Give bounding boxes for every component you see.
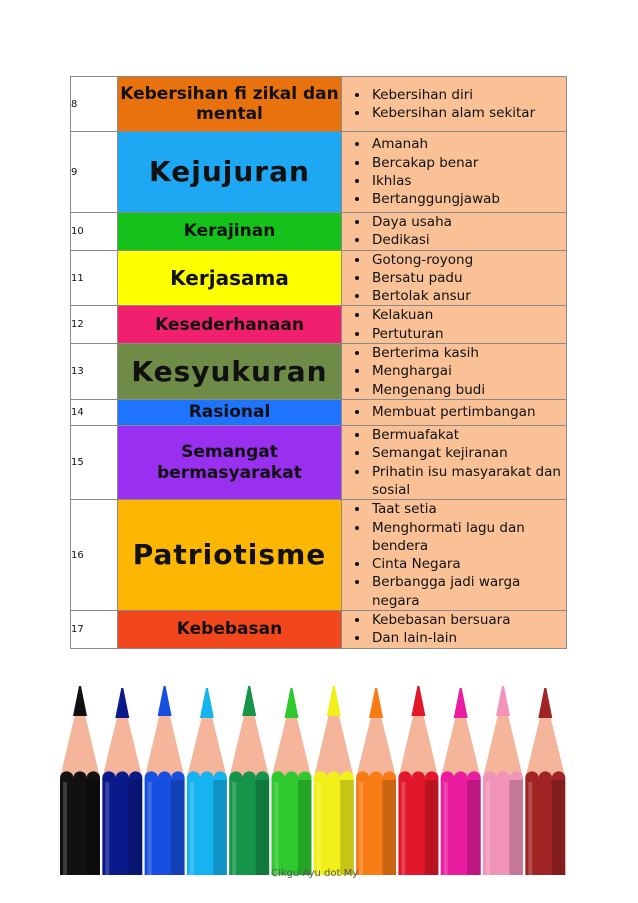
table-row xyxy=(71,213,567,251)
value-details xyxy=(342,77,567,132)
value-name: Semangat bermasyarakat xyxy=(118,425,342,499)
list-item: • Mengenang budi xyxy=(370,381,566,399)
value-name: Kebersihan fi zikal dan mental xyxy=(118,77,342,132)
value-details xyxy=(342,250,567,306)
table-row xyxy=(71,500,567,611)
list-item: • Taat setia xyxy=(370,500,566,518)
list-item: • Dedikasi xyxy=(370,231,566,249)
table-row xyxy=(71,425,567,499)
row-number: 8 xyxy=(71,77,118,132)
row-number: 15 xyxy=(71,425,118,499)
value-name: Kesederhanaan xyxy=(118,306,342,344)
detail-list xyxy=(342,344,566,399)
list-item: • Bersatu padu xyxy=(370,269,566,287)
list-item: • Prihatin isu masyarakat dan sosial xyxy=(370,463,566,500)
values-table-body xyxy=(71,77,567,649)
table-row xyxy=(71,344,567,400)
list-item: • Gotong-royong xyxy=(370,251,566,269)
value-name: Kerjasama xyxy=(118,250,342,306)
value-details xyxy=(342,500,567,611)
row-number: 13 xyxy=(71,344,118,400)
list-item: • Daya usaha xyxy=(370,213,566,231)
value-details xyxy=(342,611,567,649)
list-item: • Membuat pertimbangan xyxy=(370,403,566,421)
pencil xyxy=(314,686,354,875)
value-name: Rasional xyxy=(118,399,342,425)
detail-list xyxy=(342,135,566,208)
value-details xyxy=(342,213,567,251)
row-number: 12 xyxy=(71,306,118,344)
colored-pencils-illustration xyxy=(60,680,580,875)
row-number: 14 xyxy=(71,399,118,425)
value-name: Kerajinan xyxy=(118,213,342,251)
row-number: 9 xyxy=(71,132,118,213)
list-item: • Berbangga jadi warga negara xyxy=(370,573,566,610)
list-item: • Amanah xyxy=(370,135,566,153)
list-item: • Bercakap benar xyxy=(370,154,566,172)
table-row xyxy=(71,611,567,649)
detail-list xyxy=(342,213,566,250)
value-name: Kejujuran xyxy=(118,132,342,213)
detail-list xyxy=(342,306,566,343)
list-item: • Menghargai xyxy=(370,362,566,380)
pencil xyxy=(483,686,523,875)
pencil xyxy=(398,686,438,875)
table-row xyxy=(71,306,567,344)
detail-list xyxy=(342,403,566,421)
value-name: Kesyukuran xyxy=(118,344,342,400)
list-item: • Bertanggungjawab xyxy=(370,190,566,208)
value-name: Kebebasan xyxy=(118,611,342,649)
row-number: 16 xyxy=(71,500,118,611)
detail-list xyxy=(342,86,566,123)
table-row xyxy=(71,399,567,425)
value-details xyxy=(342,425,567,499)
list-item: • Kebersihan diri xyxy=(370,86,566,104)
list-item: • Berterima kasih xyxy=(370,344,566,362)
detail-list xyxy=(342,500,566,610)
list-item: • Bertolak ansur xyxy=(370,287,566,305)
list-item: • Cinta Negara xyxy=(370,555,566,573)
row-number: 17 xyxy=(71,611,118,649)
detail-list xyxy=(342,251,566,306)
value-details xyxy=(342,132,567,213)
pencil xyxy=(60,686,100,875)
value-details xyxy=(342,306,567,344)
pencil xyxy=(187,688,227,875)
footer-credit: Cikgu Ayu dot My xyxy=(271,868,359,879)
list-item: • Pertuturan xyxy=(370,325,566,343)
pencil xyxy=(272,688,312,875)
values-table xyxy=(70,76,567,649)
detail-list xyxy=(342,611,566,648)
list-item: • Menghormati lagu dan bendera xyxy=(370,519,566,556)
table-row xyxy=(71,250,567,306)
pencil xyxy=(356,688,396,875)
pencil xyxy=(525,688,565,875)
value-details xyxy=(342,399,567,425)
list-item: • Semangat kejiranan xyxy=(370,444,566,462)
pencil xyxy=(145,686,185,875)
list-item: • Ikhlas xyxy=(370,172,566,190)
list-item: • Kelakuan xyxy=(370,306,566,324)
list-item: • Bermuafakat xyxy=(370,426,566,444)
list-item: • Kebebasan bersuara xyxy=(370,611,566,629)
value-name: Patriotisme xyxy=(118,500,342,611)
table-row xyxy=(71,132,567,213)
row-number: 11 xyxy=(71,250,118,306)
pencil xyxy=(102,688,142,875)
table-row xyxy=(71,77,567,132)
pencil xyxy=(229,686,269,875)
value-details xyxy=(342,344,567,400)
row-number: 10 xyxy=(71,213,118,251)
pencil xyxy=(441,688,481,875)
list-item: • Kebersihan alam sekitar xyxy=(370,104,566,122)
list-item: • Dan lain-lain xyxy=(370,629,566,647)
detail-list xyxy=(342,426,566,499)
